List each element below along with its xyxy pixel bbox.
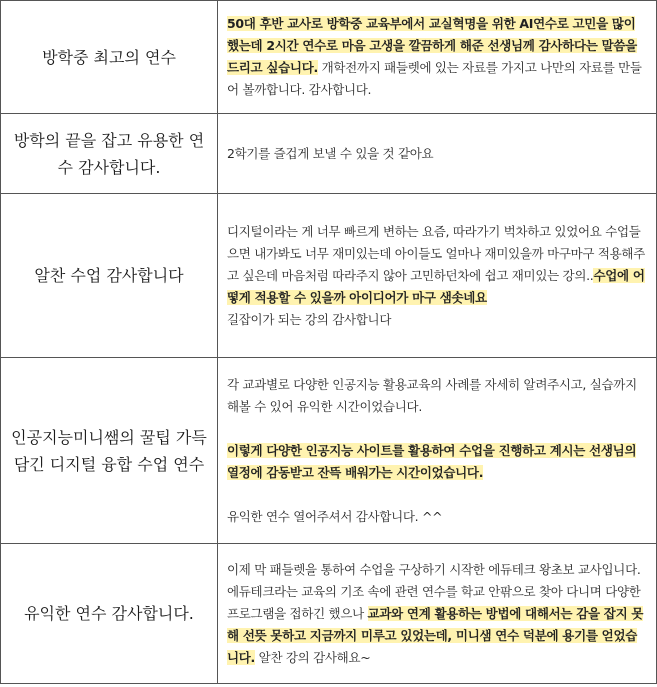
review-title: 알찬 수업 감사합니다 [1,194,218,358]
review-title: 인공지능미니쌤의 꿀팁 가득 담긴 디지털 융합 수업 연수 [1,358,218,544]
table-row [1,194,657,358]
table-row [1,358,657,544]
highlighted-text: 교과와 연계 활용하는 방법에 대해서는 감을 잡지 못해 선뜻 못하고 지금까지 미루고 있었는데, 미니샘 연수 덕분에 용기를 얻었습니다. [227,605,644,665]
review-paragraph [227,440,648,484]
review-paragraph [227,506,648,528]
table-row [1,114,657,194]
review-body [218,544,657,684]
review-body [218,114,657,194]
review-text: 2학기를 즐겁게 보낼 수 있을 것 같아요 [227,145,434,161]
review-title: 방학의 끝을 잡고 유용한 연수 감사합니다. [1,114,218,194]
table-row [1,1,657,114]
review-text: 유익한 연수 열어주셔서 감사합니다. ^^ [227,508,443,524]
highlighted-text: 수업에 어떻게 적용할 수 있을까 아이디어가 마구 샘솟네요 [227,267,645,305]
review-body [218,358,657,544]
highlighted-text: 50대 후반 교사로 방학중 교육부에서 교실혁명을 위한 AI연수로 고민을 많이 했는데 2시간 연수로 마음 고생을 깔끔하게 해준 선생님께 감사하다는 말씀을 드리고 싶습니다. [227,16,637,75]
review-body [218,1,657,114]
review-title: 유익한 연수 감사합니다. [1,544,218,684]
table-row [1,544,657,684]
review-title: 방학중 최고의 연수 [1,1,218,114]
review-text: 각 교과별로 다양한 인공지능 활용교육의 사례를 자세히 알려주시고, 실습까지 해볼 수 있어 유익한 시간이었습니다. [227,376,637,414]
review-text: 길잡이가 되는 강의 감사합니다 [227,311,392,327]
review-text: 개학전까지 패들렛에 있는 자료를 가지고 나만의 자료를 만들어 볼까합니다. 감사합니다. [227,60,642,97]
review-text: 이제 막 패들렛을 통하여 수업을 구상하기 시작한 에듀테크 왕초보 교사입니다. 에듀테크라는 교육의 기조 속에 관련 연수를 학교 안팎으로 찾아 다니며 다양한 프로그램을 접하긴 했으나 [227,561,641,621]
review-paragraph [227,374,648,418]
review-text: 디지털이라는 게 너무 빠르게 변하는 요즘, 따라가기 벅차하고 있었어요 수업들으면 내가봐도 너무 재미있는데 아이들도 얼마나 재미있을까 마구마구 적용해주고 싶은데 마음처럼 따라주지 않아 고민하던차에 쉽고 재미있는 강의.. [227,223,645,283]
review-text: 알찬 강의 감사해요~ [255,649,371,665]
highlighted-text: 이렇게 다양한 인공지능 사이트를 활용하여 수업을 진행하고 계시는 선생님의 열정에 감동받고 잔뜩 배워가는 시간이었습니다. [227,442,637,480]
review-body [218,194,657,358]
